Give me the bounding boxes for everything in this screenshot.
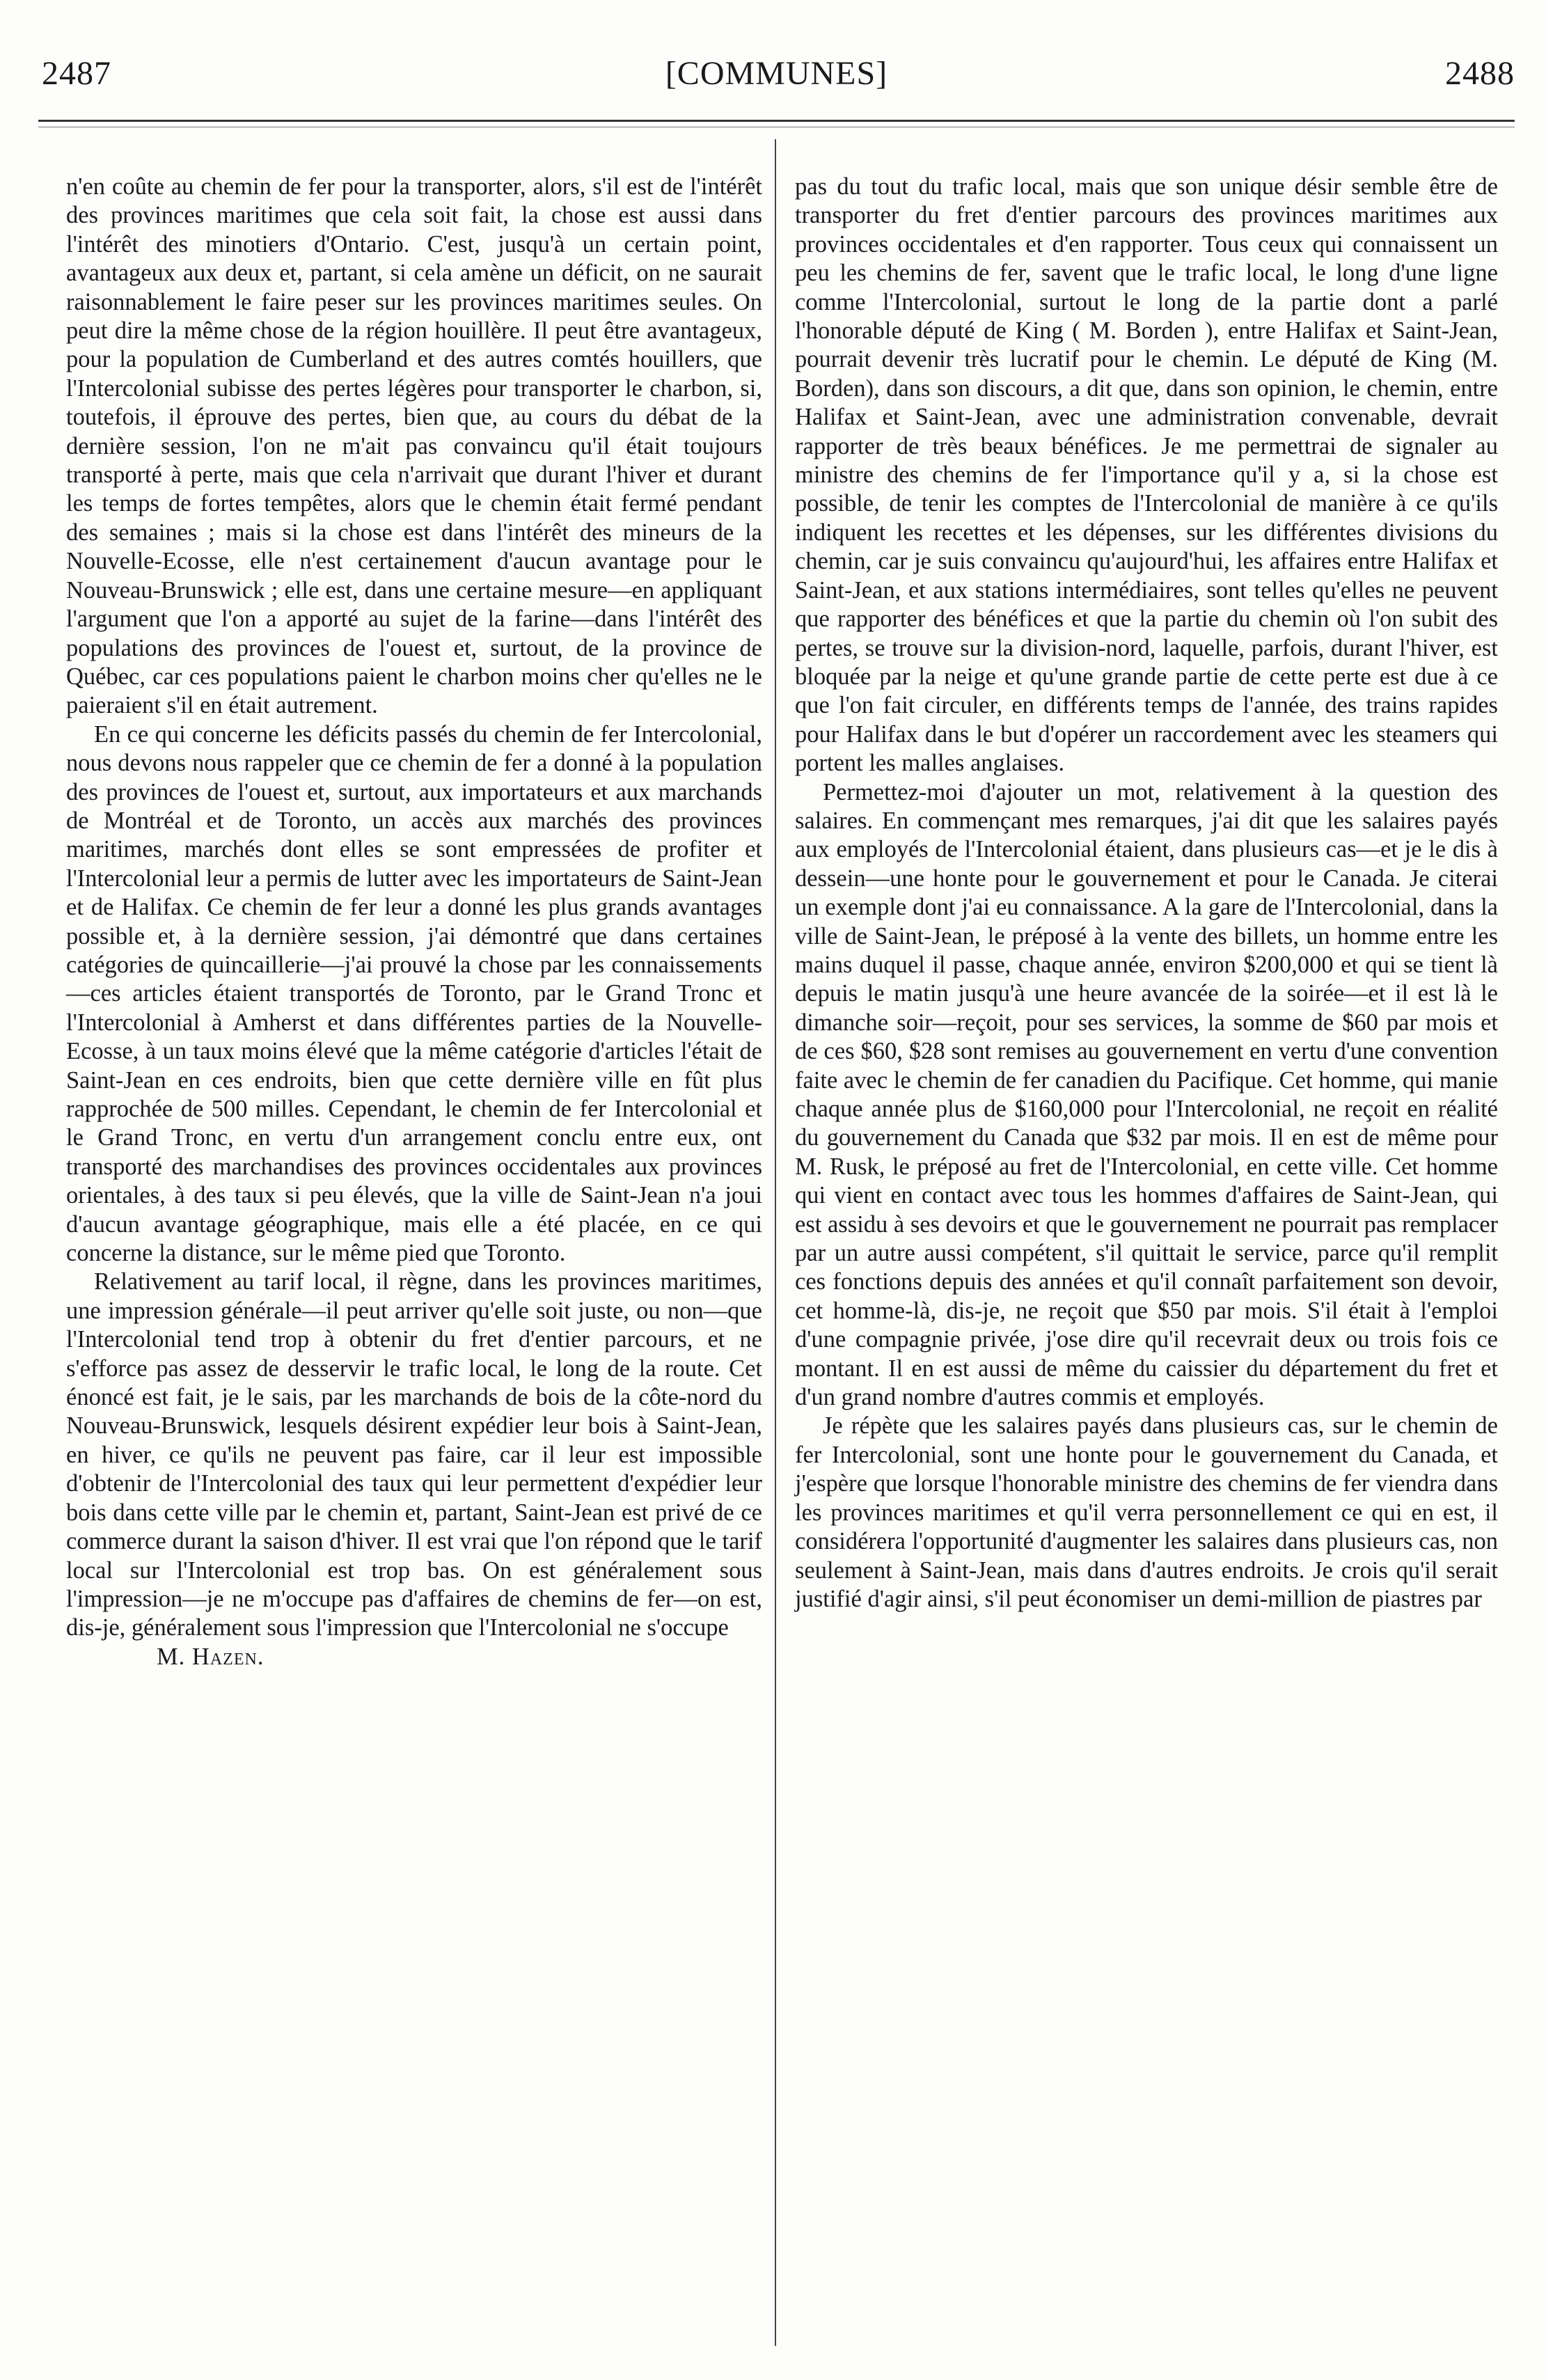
- page-number-right: 2488: [1445, 55, 1515, 92]
- page-number-left: 2487: [42, 55, 111, 92]
- page-title: [COMMUNES]: [665, 55, 888, 92]
- speaker-attribution: M. Hazen.: [157, 1643, 265, 1670]
- header-rule: [38, 120, 1515, 122]
- paragraph: Je répète que les salaires payés dans plusieurs cas, sur le chemin de fer Intercolonial, sont une honte pour le gouvernement du Canada, et j'espère que lorsque l'honorable ministre des chemins de fer viendra dans les provinces maritimes et qu'il verra personnellement ce qui en est, il considérera l'opportunité d'augmenter les salaires dans plusieurs cas, non seulement à Saint-Jean, mais dans d'autres endroits. Je crois qu'il serait justifié d'agir ainsi, s'il peut économiser un demi-million de piastres par: [795, 1412, 1498, 1612]
- left-column: [66, 173, 762, 1671]
- paragraph: En ce qui concerne les déficits passés du chemin de fer Intercolonial, nous devons nous rappeler que ce chemin de fer a donné à la population des provinces de l'ouest et, surtout, aux importateurs et aux marchands de Montréal et de Toronto, un accès aux marchés des provinces maritimes, marchés dont elles se sont empressées de profiter et l'Intercolonial leur a permis de lutter avec les importateurs de Saint-Jean et de Halifax. Ce chemin de fer leur a donné les plus grands avantages possible et, à la dernière session, j'ai démontré que dans certaines catégories de quincaillerie—j'ai prouvé la chose par les connaissements—ces articles étaient transportés de Toronto, par le Grand Tronc et l'Intercolonial à Amherst et dans différentes parties de la Nouvelle-Ecosse, à un taux moins élevé que la même catégorie d'articles l'était de Saint-Jean en ces endroits, bien que cette dernière ville en fût plus rapprochée de 500 milles. Cependant, le chemin de fer Intercolonial et le Grand Tronc, en vertu d'un arrangement conclu entre eux, ont transporté des marchandises des provinces occidentales aux provinces orientales, à des taux si peu élevés, que la ville de Saint-Jean n'a joui d'aucun avantage géographique, mais elle a été placée, en ce qui concerne la distance, sur le même pied que Toronto.: [66, 720, 762, 1267]
- right-column: [795, 173, 1498, 1614]
- paragraph: pas du tout du trafic local, mais que son unique désir semble être de transporter du fret d'entier parcours des provinces maritimes aux provinces occidentales et d'en rapporter. Tous ceux qui connaissent un peu les chemins de fer, savent que le trafic local, le long d'une ligne comme l'Intercolonial, surtout le long de la partie dont a parlé l'honorable député de King ( M. Borden ), entre Halifax et Saint-Jean, pourrait devenir très lucratif pour le chemin. Le député de King (M. Borden), dans son discours, a dit que, dans son opinion, le chemin, entre Halifax et Saint-Jean, avec une administration convenable, devrait rapporter de très beaux bénéfices. Je me permettrai de signaler au ministre des chemins de fer l'importance qu'il y a, si la chose est possible, de tenir les comptes de l'Intercolonial de manière à ce qu'ils indiquent les recettes et les dépenses, sur les différentes divisions du chemin, car je suis convaincu qu'aujourd'hui, les affaires entre Halifax et Saint-Jean, et aux stations intermédiaires, sont telles qu'elles ne peuvent que rapporter des bénéfices et que la partie du chemin où l'on subit des pertes, se trouve sur la division-nord, laquelle, parfois, durant l'hiver, est bloquée par la neige et qu'une grande partie de cette perte est due à ce que l'on fait circuler, en différents temps de l'année, des trains rapides pour Halifax dans le but d'opérer un raccordement avec les steamers qui portent les malles anglaises.: [795, 173, 1498, 777]
- page-header: [38, 54, 1515, 103]
- column-divider: [775, 139, 776, 2346]
- paragraph: Relativement au tarif local, il règne, dans les provinces maritimes, une impression générale—il peut arriver qu'elle soit juste, ou non—que l'Intercolonial tend trop à obtenir du fret d'entier parcours, et ne s'efforce pas assez de desservir le trafic local, le long de la route. Cet énoncé est fait, je le sais, par les marchands de bois de la côte-nord du Nouveau-Brunswick, lesquels désirent expédier leur bois à Saint-Jean, en hiver, ce qu'ils ne peuvent pas faire, car il leur est impossible d'obtenir de l'Intercolonial des taux qui leur permettent d'expédier leur bois dans cette ville par le chemin et, partant, Saint-Jean est privé de ce commerce durant la saison d'hiver. Il est vrai que l'on répond que le tarif local sur l'Intercolonial est trop bas. On est généralement sous l'impression—je ne m'occupe pas d'affaires de chemins de fer—on est, dis-je, généralement sous l'impression que l'Intercolonial ne s'occupe: [66, 1268, 762, 1641]
- paragraph: Permettez-moi d'ajouter un mot, relativement à la question des salaires. En commençant mes remarques, j'ai dit que les salaires payés aux employés de l'Intercolonial étaient, dans plusieurs cas—et je le dis à dessein—une honte pour le gouvernement et pour le Canada. Je citerai un exemple dont j'ai eu connaissance. A la gare de l'Intercolonial, dans la ville de Saint-Jean, le préposé à la vente des billets, un homme entre les mains duquel il passe, chaque année, environ $200,000 et qui se tient là depuis le matin jusqu'à une heure avancée de la soirée—et il est là le dimanche soir—reçoit, pour ses services, la somme de $60 par mois et de ces $60, $28 sont remises au gouvernement en vertu d'une convention faite avec le chemin de fer canadien du Pacifique. Cet homme, qui manie chaque année plus de $160,000 pour l'Intercolonial, ne reçoit en réalité du gouvernement du Canada que $32 par mois. Il en est de même pour M. Rusk, le préposé au fret de l'Intercolonial, en cette ville. Cet homme qui vient en contact avec tous les hommes d'affaires de Saint-Jean, qui est assidu à ses devoirs et que le gouvernement ne pourrait pas remplacer par un autre aussi compétent, s'il quittait le service, parce qu'il remplit ces fonctions depuis des années et qu'il connaît parfaitement son devoir, cet homme-là, dis-je, ne reçoit que $50 par mois. S'il était à l'emploi d'une compagnie privée, j'ose dire qu'il recevrait deux ou trois fois ce montant. Il en est aussi de même du caissier du département du fret et d'un grand nombre d'autres commis et employés.: [795, 778, 1498, 1411]
- paragraph: n'en coûte au chemin de fer pour la transporter, alors, s'il est de l'intérêt des provinces maritimes que cela soit fait, la chose est aussi dans l'intérêt des minotiers d'Ontario. C'est, jusqu'à un certain point, avantageux aux deux et, partant, si cela amène un déficit, on ne saurait raisonnablement le faire peser sur les provinces maritimes seules. On peut dire la même chose de la région houillère. Il peut être avantageux, pour la population de Cumberland et des autres comtés houillers, que l'Intercolonial subisse des pertes légères pour transporter le charbon, si, toutefois, il éprouve des pertes, bien que, au cours du débat de la dernière session, l'on ne m'ait pas convaincu qu'il était toujours transporté à perte, mais que cela n'arrivait que durant l'hiver et durant les temps de fortes tempêtes, alors que le chemin était fermé pendant des semaines ; mais si la chose est dans l'intérêt des mineurs de la Nouvelle-Ecosse, elle n'est certainement d'aucun avantage pour le Nouveau-Brunswick ; elle est, dans une certaine mesure—en appliquant l'argument que l'on a apporté au sujet de la farine—dans l'intérêt des populations des provinces de l'ouest et, surtout, de la province de Québec, car ces populations paient le charbon moins cher qu'elles ne le paieraient s'il en était autrement.: [66, 173, 762, 719]
